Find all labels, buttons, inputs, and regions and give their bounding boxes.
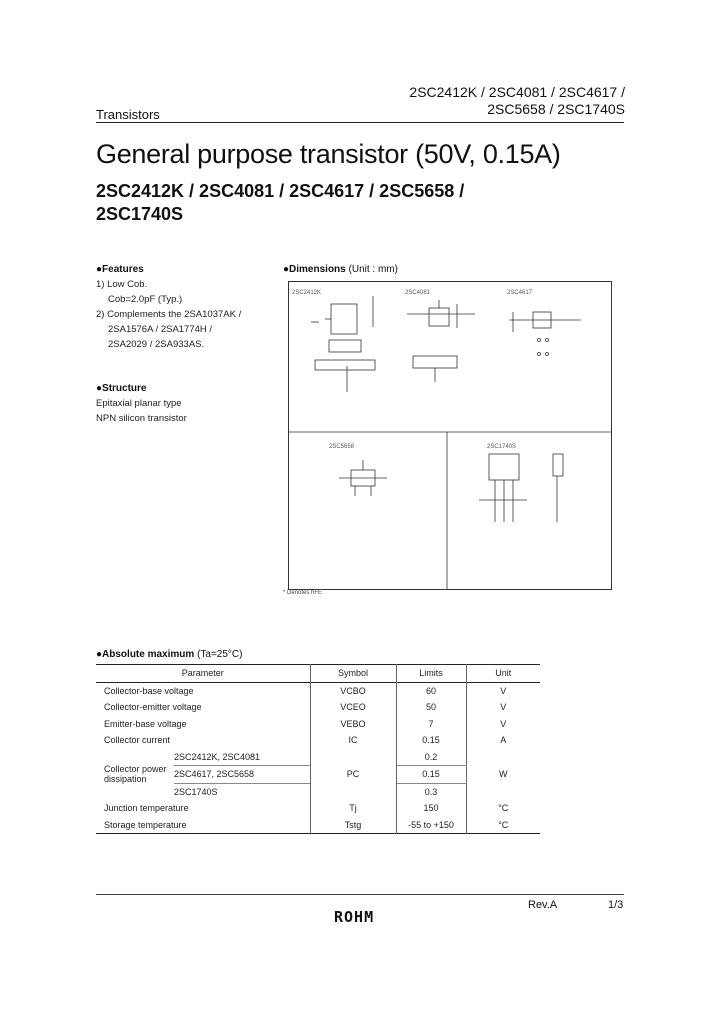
dimensions-note: * Denotes hFE	[283, 590, 323, 596]
abs-max-table	[96, 664, 540, 834]
col-unit: Unit	[495, 668, 512, 679]
structure-list	[96, 396, 187, 426]
package-label-2sc1740s: 2SC1740S	[487, 444, 517, 450]
table-row: Collector-base voltage VCBO 60 V	[96, 682, 540, 699]
structure-line: NPN silicon transistor	[96, 413, 187, 424]
package-label-2sc4081: 2SC4081	[405, 290, 431, 296]
package-outline-drawings	[289, 282, 611, 589]
abs-max-heading: ●Absolute maximum (Ta=25°C)	[96, 649, 243, 660]
part-numbers-line1: 2SC2412K / 2SC4081 / 2SC4617 / 2SC5658 /	[96, 181, 465, 201]
power-dissipation-label: Collector power dissipation	[104, 764, 167, 785]
table-row: 0.3	[96, 783, 540, 800]
table-row: Collector-emitter voltage VCEO 50 V	[96, 699, 540, 716]
table-row: Collector power dissipation 2SC2412K, 2SC4081 2SC4617, 2SC5658 2SC1740S PC 0.2 W	[96, 749, 540, 766]
table-row: Emitter-base voltage VEBO 7 V	[96, 716, 540, 733]
structure-heading: ●Structure	[96, 383, 147, 394]
rohm-logo: ROHM	[334, 908, 375, 926]
header-parts-line1: 2SC2412K / 2SC4081 / 2SC4617 /	[409, 84, 625, 100]
dimensions-unit: (Unit : mm)	[348, 264, 398, 275]
col-parameter: Parameter	[96, 665, 310, 683]
header-part-numbers	[409, 84, 625, 118]
header-divider	[96, 122, 624, 123]
table-row: 0.15	[96, 766, 540, 784]
page-number: 1/3	[608, 899, 624, 911]
features-heading: ●Features	[96, 264, 144, 275]
features-list	[96, 277, 241, 352]
part-numbers-line2: 2SC1740S	[96, 204, 184, 224]
col-symbol: Symbol	[310, 665, 396, 683]
feature-line: 2SA1576A / 2SA1774H /	[108, 324, 213, 335]
col-limits: Limits	[396, 665, 466, 683]
table-row: Junction temperature Tj 150 °C	[96, 800, 540, 817]
feature-line: 2SA2029 / 2SA933AS.	[108, 339, 205, 350]
dimensions-diagram	[288, 281, 612, 590]
package-label-2sc5658: 2SC5658	[329, 444, 355, 450]
package-label-2sc4617: 2SC4617	[507, 290, 533, 296]
feature-line: 2) Complements the 2SA1037AK /	[96, 309, 242, 320]
feature-line: 1) Low Cob.	[96, 279, 148, 290]
package-label-2sc2412k: 2SC2412K	[292, 290, 322, 296]
table-row: Collector current IC 0.15 A	[96, 732, 540, 749]
table-row: Storage temperature Tstg -55 to +150 °C	[96, 817, 540, 834]
part-number-list	[96, 180, 576, 226]
abs-max-condition: (Ta=25°C)	[197, 649, 243, 660]
structure-line: Epitaxial planar type	[96, 398, 182, 409]
page-title: General purpose transistor (50V, 0.15A)	[96, 139, 561, 169]
revision: Rev.A	[528, 899, 558, 911]
header-category: Transistors	[96, 107, 160, 122]
footer-divider	[96, 894, 624, 895]
feature-line: Cob=2.0pF (Typ.)	[108, 294, 183, 305]
dimensions-heading: ●Dimensions (Unit : mm)	[283, 264, 398, 275]
header-parts-line2: 2SC5658 / 2SC1740S	[487, 101, 625, 117]
